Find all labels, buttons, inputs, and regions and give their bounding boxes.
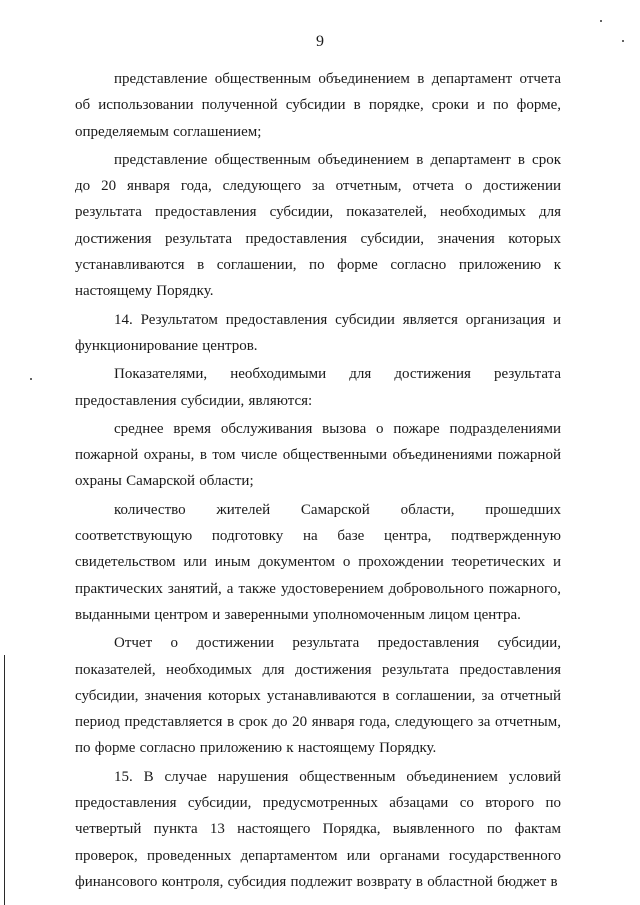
paragraph-report-deadline: Отчет о достижении результата предоставления субсидии, показателей, необходимых для достижения результата предоставления субсидии, значения которых устанавливаются в соглашении, за отчетный период представляется в срок до 20 января года, следующего за отчетным, по форме согласно приложению к настоящему Порядку. bbox=[75, 635, 561, 757]
paragraph-trained-residents: количество жителей Самарской области, прошедших соответствующую подготовку на базе центра, подтвержденную свидетельством или иным документом о прохождении теоретических и практических занятий, а также удостоверением добровольного пожарного, выданными центром и заверенными уполномоченным лицом центра. bbox=[75, 501, 561, 623]
paragraph-report-result: представление общественным объединением в департамент в срок до 20 января года, следующего за отчетным, отчета о достижении результата предоставления субсидии, показателей, необходимых для достижения результата предоставления субсидии, значения которых устанавливаются в соглашении, по форме согласно приложению к настоящему Порядку. bbox=[75, 151, 561, 300]
scan-speck bbox=[600, 20, 602, 22]
scan-speck bbox=[30, 378, 32, 380]
paragraph-indicators: Показателями, необходимыми для достижения результата предоставления субсидии, являются: bbox=[75, 366, 561, 409]
paragraph-response-time: среднее время обслуживания вызова о пожаре подразделениями пожарной охраны, в том числе общественными объединениями пожарной охраны Самарской области; bbox=[75, 420, 561, 490]
paragraph-report-usage: представление общественным объединением в департамент отчета об использовании полученной субсидии в порядке, сроки и по форме, определяемым соглашением; bbox=[75, 71, 561, 140]
paragraph-item-15: 15. В случае нарушения общественным объединением условий предоставления субсидии, предусмотренных абзацами со второго по четвертый пункта 13 настоящего Порядка, выявленного по фактам проверок, проведенных департаментом или органами государственного финансового контроля, субсидия подлежит возврату в областной бюджет в bbox=[75, 768, 561, 890]
document-body bbox=[75, 66, 561, 897]
scan-edge-line bbox=[4, 655, 5, 905]
scan-speck bbox=[622, 40, 624, 42]
page-number: 9 bbox=[316, 33, 324, 50]
paragraph-item-14: 14. Результатом предоставления субсидии является организация и функционирование центров. bbox=[75, 311, 561, 354]
